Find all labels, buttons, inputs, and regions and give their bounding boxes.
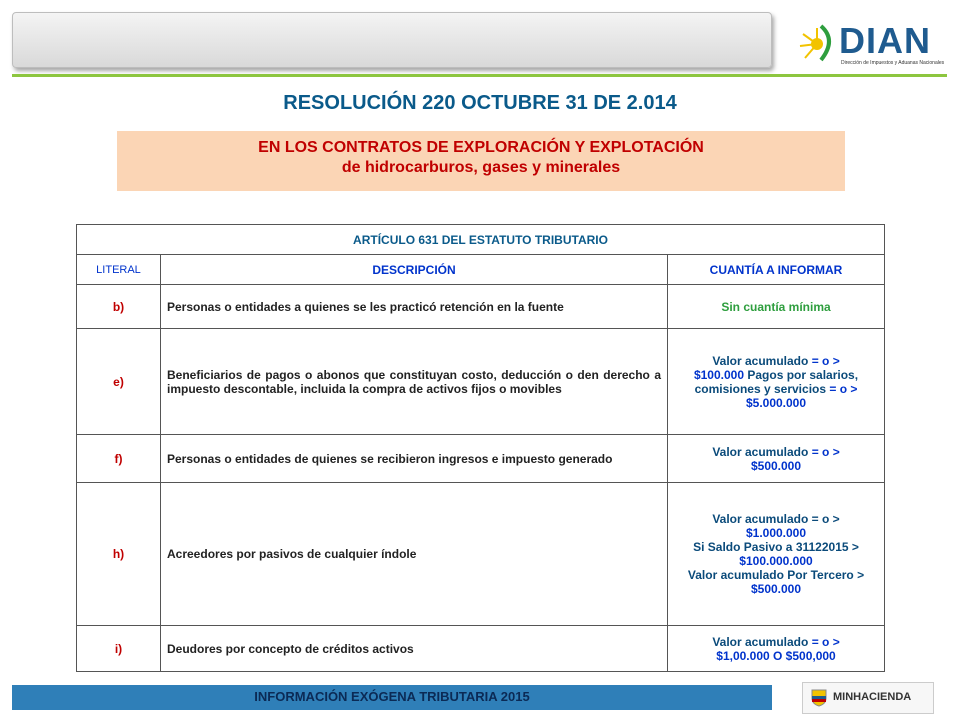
row-description: Deudores por concepto de créditos activos — [161, 626, 668, 672]
amount-part: Pagos por salarios, comisiones y servicios — [694, 367, 859, 396]
dian-emblem-icon — [795, 20, 839, 64]
row-literal: f) — [77, 435, 161, 483]
article-table — [76, 224, 885, 672]
table-row — [77, 483, 885, 626]
amount-part: = o > — [811, 444, 840, 459]
colombia-shield-icon — [809, 688, 829, 708]
table-row — [77, 285, 885, 329]
amount-part: Valor acumulado — [712, 353, 812, 368]
footer-bar — [12, 685, 772, 710]
row-literal: e) — [77, 329, 161, 435]
amount-part: = o > — [811, 353, 840, 368]
row-description: Beneficiarios de pagos o abonos que constituyan costo, deducción o den derecho a impuesto descontable, incluida la compra de activos fijos o movibles — [161, 329, 668, 435]
table-row — [77, 626, 885, 672]
dian-logo-text: DIAN — [839, 20, 931, 61]
amount-part: Si Saldo Pasivo a 31122015 > — [693, 540, 859, 554]
dian-logo — [795, 18, 945, 70]
column-header-literal: LITERAL — [77, 255, 161, 285]
amount-part: = o > $5.000.000 — [745, 381, 858, 410]
row-literal: b) — [77, 285, 161, 329]
column-header-description: DESCRIPCIÓN — [161, 255, 668, 285]
row-description: Personas o entidades de quienes se recibieron ingresos e impuesto generado — [161, 435, 668, 483]
header-divider — [12, 74, 947, 77]
amount-part: $1.000.000 — [745, 526, 807, 540]
dian-logo-subtitle: Dirección de Impuestos y Aduanas Nacionales — [841, 60, 945, 66]
amount-part: = o > — [811, 634, 840, 649]
amount-part: $500.000 — [750, 582, 802, 596]
row-amount — [668, 435, 885, 483]
minhacienda-logo-text: MINHACIENDA — [833, 691, 912, 703]
amount-part: $100.000.000 — [739, 554, 813, 568]
row-amount: Sin cuantía mínima — [668, 285, 885, 329]
row-description: Personas o entidades a quienes se les practicó retención en la fuente — [161, 285, 668, 329]
row-literal: i) — [77, 626, 161, 672]
amount-part: $1,00.000 O $500,000 — [716, 648, 836, 663]
amount-part: $100.000 — [693, 367, 745, 382]
amount-part: Valor acumulado — [712, 634, 812, 649]
page-title: RESOLUCIÓN 220 OCTUBRE 31 DE 2.014 — [283, 92, 677, 114]
row-amount — [668, 626, 885, 672]
table-row — [77, 435, 885, 483]
row-amount — [668, 329, 885, 435]
subtitle-box — [117, 131, 845, 191]
header-bar — [12, 12, 772, 68]
table-row — [77, 329, 885, 435]
amount-part: Valor acumulado — [712, 444, 812, 459]
row-literal: h) — [77, 483, 161, 626]
amount-part: Valor acumulado = o > — [712, 512, 840, 526]
table-title: ARTÍCULO 631 DEL ESTATUTO TRIBUTARIO — [77, 225, 885, 255]
subtitle-line-2: de hidrocarburos, gases y minerales — [341, 159, 621, 176]
row-description: Acreedores por pasivos de cualquier índole — [161, 483, 668, 626]
footer-text: INFORMACIÓN EXÓGENA TRIBUTARIA 2015 — [254, 689, 530, 704]
amount-part: $500.000 — [750, 458, 802, 473]
column-header-amount: CUANTÍA A INFORMAR — [668, 255, 885, 285]
subtitle-line-1: EN LOS CONTRATOS DE EXPLORACIÓN Y EXPLOTACIÓN — [258, 139, 704, 156]
row-amount — [668, 483, 885, 626]
minhacienda-logo — [802, 682, 934, 714]
amount-part: Valor acumulado Por Tercero > — [687, 568, 865, 582]
